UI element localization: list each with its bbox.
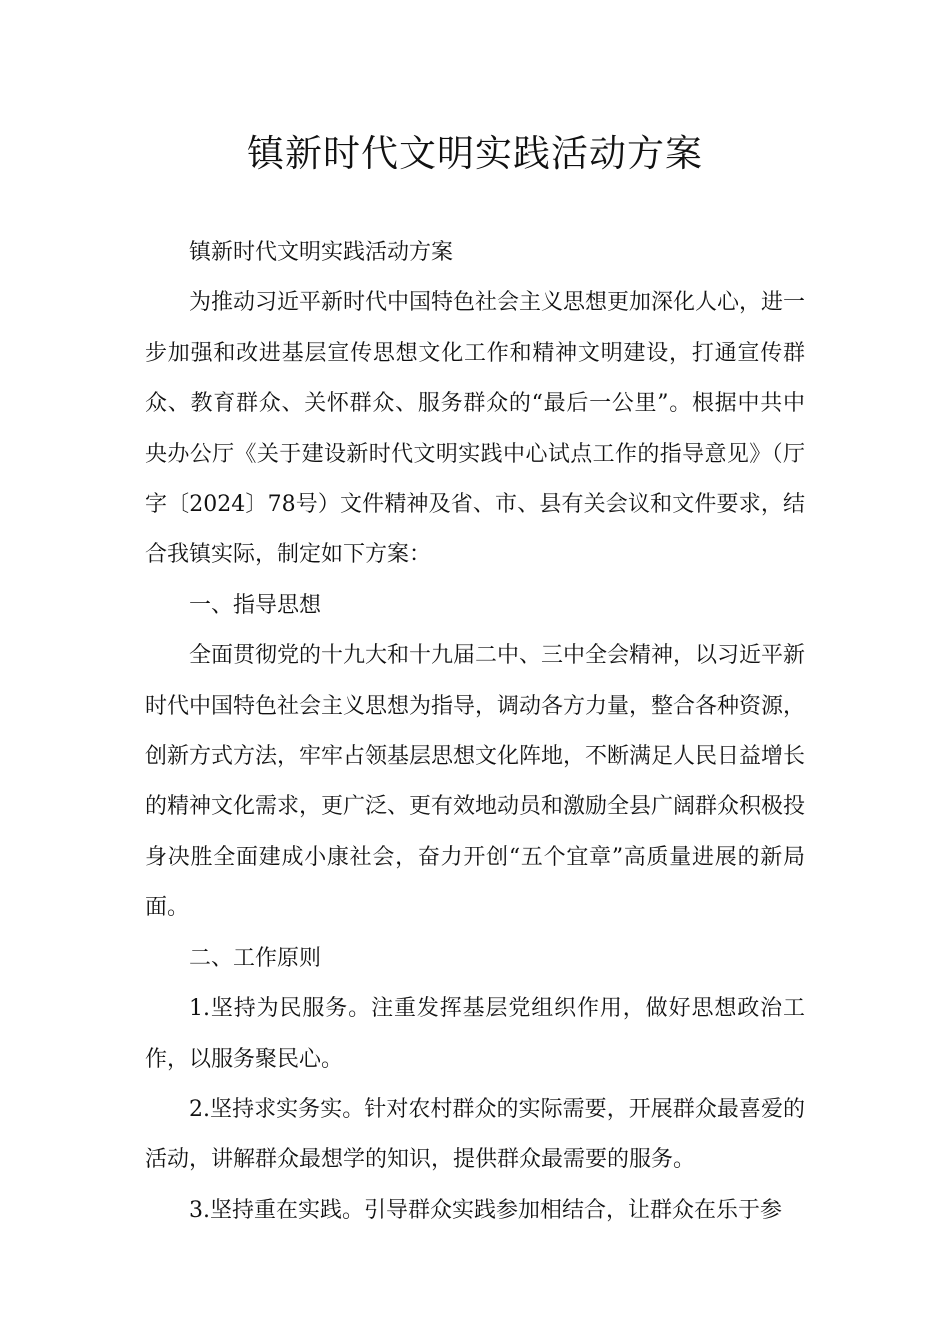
section-heading-work-principles: 二、工作原则 [189, 945, 322, 971]
principle-1-paragraph: 1.坚持为民服务。注重发挥基层党组织作用，做好思想政治工作，以服务聚民心。 [145, 996, 805, 1072]
document-body [145, 228, 805, 1236]
subtitle-paragraph: 镇新时代文明实践活动方案 [189, 240, 454, 265]
principle-2-paragraph: 2.坚持求实务实。针对农村群众的实际需要，开展群众最喜爱的活动，讲解群众最想学的知识，提供群众最需要的服务。 [145, 1096, 805, 1173]
section-heading-guiding-thought: 一、指导思想 [189, 592, 322, 618]
intro-paragraph: 为推动习近平新时代中国特色社会主义思想更加深化人心，进一步加强和改进基层宣传思想文化工作和精神文明建设，打通宣传群众、教育群众、关怀群众、服务群众的“最后一公里”。根据中共中央办公厅《关于建设新时代文明实践中心试点工作的指导意见》（厅字〔2024〕78号）文件精神及省、市、县有关会议和文件要求，结合我镇实际，制定如下方案： [145, 290, 806, 568]
principle-3-paragraph: 3.坚持重在实践。引导群众实践参加相结合，让群众在乐于参 [189, 1197, 782, 1223]
document-title: 镇新时代文明实践活动方案 [247, 132, 703, 175]
guiding-thought-paragraph: 全面贯彻党的十九大和十九届二中、三中全会精神，以习近平新时代中国特色社会主义思想为指导，调动各方力量，整合各种资源，创新方式方法，牢牢占领基层思想文化阵地，不断满足人民日益增长的精神文化需求，更广泛、更有效地动员和激励全县广阔群众积极投身决胜全面建成小康社会，奋力开创“五个宜章”高质量进展的新局面。 [145, 643, 806, 921]
